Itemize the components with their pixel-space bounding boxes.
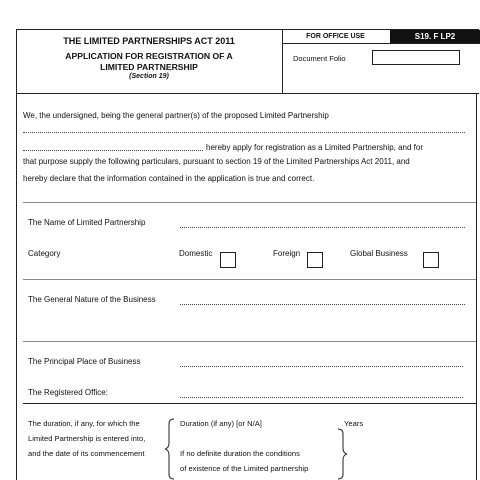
declaration-line3: that purpose supply the following particulars, pursuant to section 19 of the Limited Partnerships Act 2011, and <box>23 157 410 166</box>
category-foreign-label: Foreign <box>273 249 301 258</box>
category-foreign-checkbox[interactable] <box>307 252 323 268</box>
left-brace-icon <box>164 418 178 480</box>
partner-names-field-2[interactable] <box>23 150 203 151</box>
section-divider-2 <box>23 279 476 280</box>
registered-office-field[interactable] <box>180 397 463 398</box>
partnership-name-field[interactable] <box>180 227 465 228</box>
section-divider-4 <box>23 403 476 404</box>
document-folio-field[interactable] <box>372 50 460 65</box>
declaration-line2: hereby apply for registration as a Limited Partnership, and for <box>206 143 424 152</box>
section-divider-3 <box>23 341 476 342</box>
act-title: THE LIMITED PARTNERSHIPS ACT 2011 <box>63 36 235 46</box>
no-duration-line1: If no definite duration the conditions <box>180 449 300 458</box>
category-global-business-label: Global Business <box>350 249 408 258</box>
application-title-line1: APPLICATION FOR REGISTRATION OF A <box>65 51 233 61</box>
section-divider-1 <box>23 202 476 203</box>
business-nature-label: The General Nature of the Business <box>28 295 156 304</box>
right-brace-icon <box>336 428 350 480</box>
application-title-line2: LIMITED PARTNERSHIP <box>100 61 198 72</box>
registered-office-label: The Registered Office: <box>28 388 108 397</box>
category-domestic-checkbox[interactable] <box>220 252 236 268</box>
category-label: Category <box>28 249 61 258</box>
office-use-label: FOR OFFICE USE <box>306 33 365 40</box>
form-left-border <box>16 94 17 480</box>
section-reference: (Section 19) <box>129 73 169 80</box>
no-duration-line2: of existence of the Limited partnership <box>180 464 309 473</box>
form-right-border <box>476 94 477 480</box>
business-nature-field[interactable] <box>180 304 465 305</box>
duration-label-line2: Limited Partnership is entered into, <box>28 434 146 443</box>
partnership-name-label: The Name of Limited Partnership <box>28 218 146 227</box>
form-code-badge: S19. F LP2 <box>390 30 480 43</box>
document-folio-label: Document Folio <box>293 54 346 63</box>
duration-field-label: Duration (if any) [or N/A] <box>180 419 262 428</box>
form-title-block <box>16 36 282 81</box>
declaration-line1: We, the undersigned, being the general partner(s) of the proposed Limited Partnership <box>23 111 329 120</box>
principal-place-field[interactable] <box>180 366 463 367</box>
office-use-divider <box>282 43 480 44</box>
duration-label-line3: and the date of its commencement <box>28 449 145 458</box>
category-domestic-label: Domestic <box>179 249 213 258</box>
principal-place-label: The Principal Place of Business <box>28 357 141 366</box>
years-label: Years <box>344 419 364 428</box>
category-global-business-checkbox[interactable] <box>423 252 439 268</box>
declaration-line4: hereby declare that the information contained in the application is true and correct. <box>23 174 315 183</box>
partner-names-field-1[interactable] <box>23 132 465 133</box>
duration-label-line1: The duration, if any, for which the <box>28 419 140 428</box>
